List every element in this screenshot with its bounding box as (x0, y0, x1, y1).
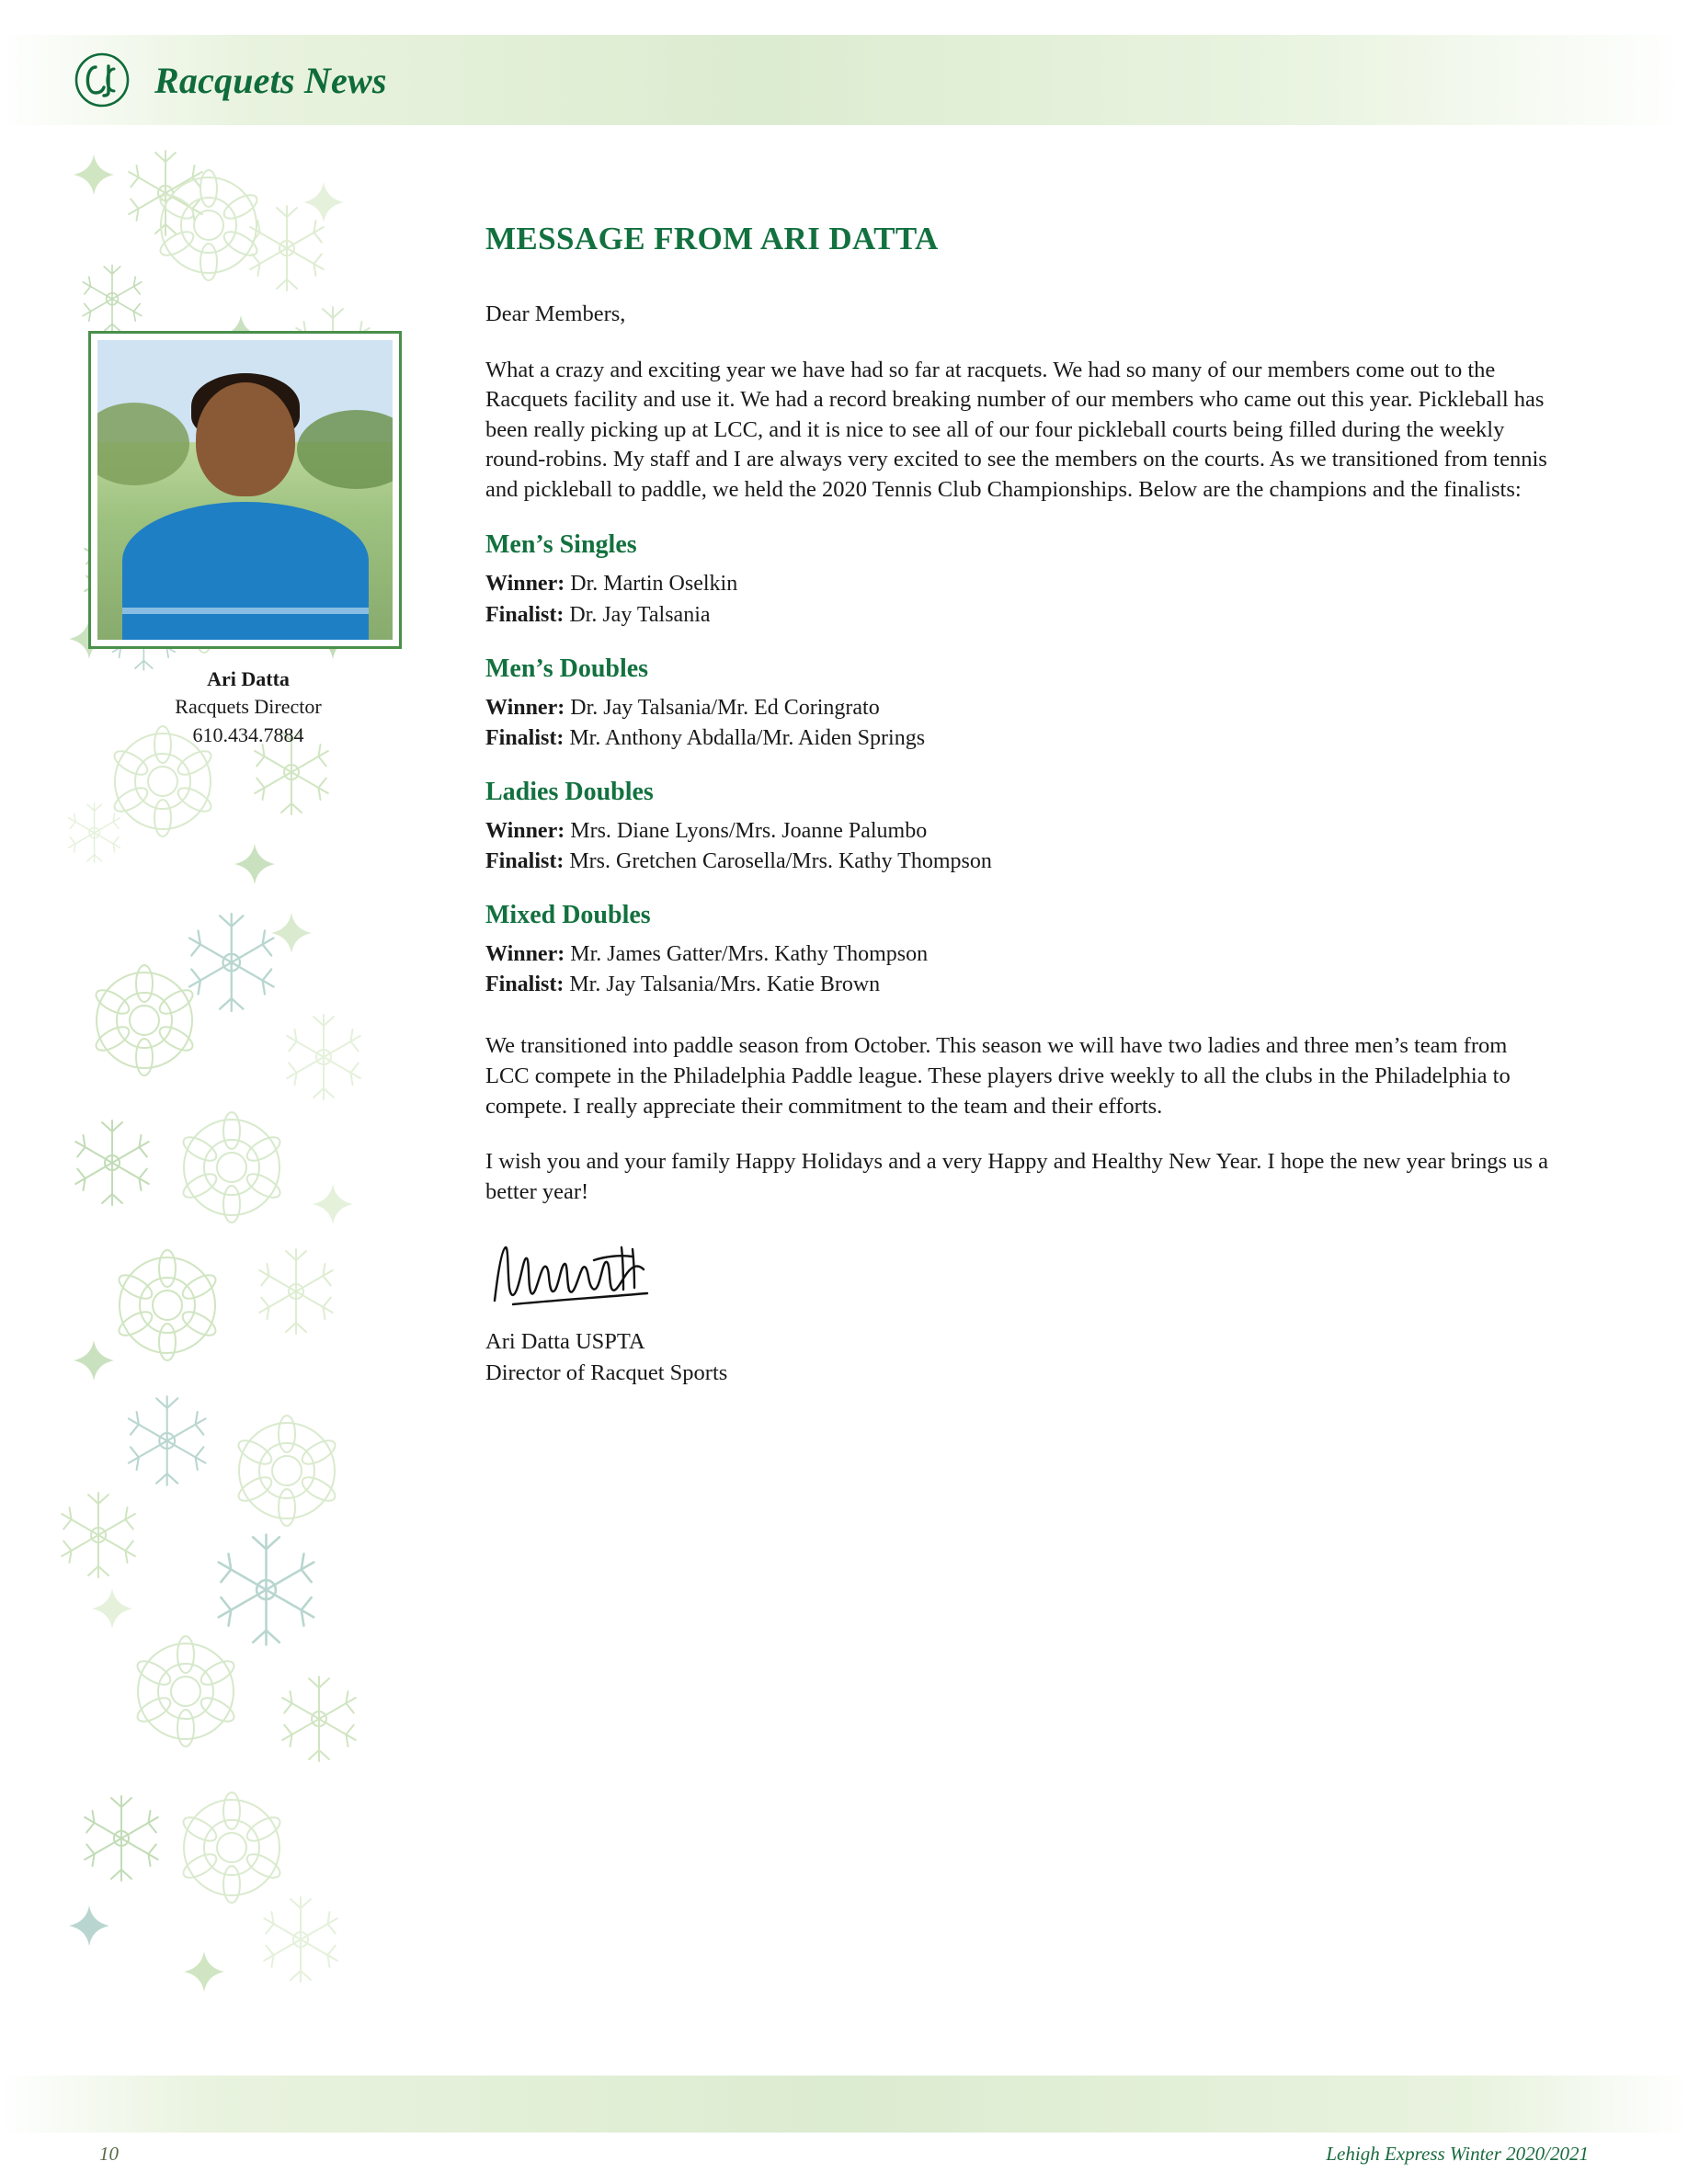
winner-line (485, 816, 1556, 847)
results-ladies-doubles (485, 816, 1556, 877)
winner-line (485, 939, 1556, 970)
intro-paragraph: What a crazy and exciting year we have had so far at racquets. We had so many of our members come out to the Racquets facility and use it. We had a record breaking number of our members who came out this year. Pickleball has been really picking up at LCC, and it is nice to see all of our four pickleball courts being filled during the weekly round-robins. My staff and I are always very excited to see the members on the courts. As we transitioned from tennis and pickleball to paddle, we held the 2020 Tennis Club Championships. Below are the champions and the finalists: (485, 357, 1547, 502)
caption-phone: 610.434.7884 (192, 722, 304, 746)
winner-value: Dr. Martin Oselkin (570, 572, 738, 597)
caption-role: Racquets Director (175, 695, 322, 719)
caption-name: Ari Datta (207, 667, 290, 690)
handwritten-signature-icon (485, 1233, 669, 1317)
finalist-line (485, 723, 1556, 754)
ari-datta-portrait-image (97, 340, 393, 640)
finalist-line (485, 600, 1556, 631)
salutation: Dear Members, (485, 301, 626, 326)
winner-value: Mrs. Diane Lyons/Mrs. Joanne Palumbo (570, 818, 928, 843)
sign-off-title: Director of Racquet Sports (485, 1359, 728, 1385)
finalist-line (485, 970, 1556, 1000)
portrait-frame (88, 331, 402, 649)
results-mens-doubles (485, 693, 1556, 754)
winner-line (485, 693, 1556, 723)
holiday-wishes-paragraph: I wish you and your family Happy Holidays and a very Happy and Healthy New Year. I hope the new year brings us a better year! (485, 1149, 1548, 1204)
page-number: 10 (99, 2143, 119, 2165)
header (74, 35, 387, 125)
page-title: MESSAGE FROM ARI DATTA (485, 221, 939, 256)
finalist-value: Mr. Anthony Abdalla/Mr. Aiden Springs (569, 725, 926, 750)
finalist-label: Finalist: (485, 602, 565, 627)
winner-label: Winner: (485, 818, 565, 843)
finalist-value: Mrs. Gretchen Carosella/Mrs. Kathy Thompson (569, 849, 992, 874)
portrait-block (88, 331, 405, 653)
winner-line (485, 569, 1556, 599)
winner-value: Mr. James Gatter/Mrs. Kathy Thompson (570, 942, 929, 967)
winner-label: Winner: (485, 572, 565, 597)
finalist-label: Finalist: (485, 973, 565, 997)
portrait-caption (55, 665, 441, 749)
article-body (485, 221, 1556, 1388)
section-heading-mens-singles: Men’s Singles (485, 530, 637, 560)
results-mens-singles (485, 569, 1556, 630)
winner-label: Winner: (485, 695, 565, 720)
finalist-line (485, 847, 1556, 877)
section-heading-mixed-doubles: Mixed Doubles (485, 901, 651, 930)
section-heading-mens-doubles: Men’s Doubles (485, 654, 649, 683)
paddle-season-paragraph: We transitioned into paddle season from October. This season we will have two ladies and three men’s team from LCC compete in the Philadelphia Paddle league. These players drive weekly to all the clubs in the Philadelphia to compete. I really appreciate their commitment to the team and their efforts. (485, 1033, 1511, 1119)
finalist-label: Finalist: (485, 849, 565, 874)
sign-off-name: Ari Datta USPTA (485, 1329, 645, 1355)
finalist-value: Dr. Jay Talsania (569, 602, 711, 627)
lcc-monogram-logo-icon (74, 51, 131, 108)
masthead-title: Racquets News (154, 59, 387, 101)
finalist-label: Finalist: (485, 725, 565, 750)
section-heading-ladies-doubles: Ladies Doubles (485, 777, 654, 806)
results-mixed-doubles (485, 939, 1556, 1000)
winner-value: Dr. Jay Talsania/Mr. Ed Coringrato (570, 695, 880, 720)
winner-label: Winner: (485, 942, 565, 967)
sign-off (485, 1326, 1556, 1388)
finalist-value: Mr. Jay Talsania/Mrs. Katie Brown (569, 973, 881, 997)
footer-band (0, 2076, 1688, 2133)
publication-label: Lehigh Express Winter 2020/2021 (1326, 2143, 1589, 2165)
